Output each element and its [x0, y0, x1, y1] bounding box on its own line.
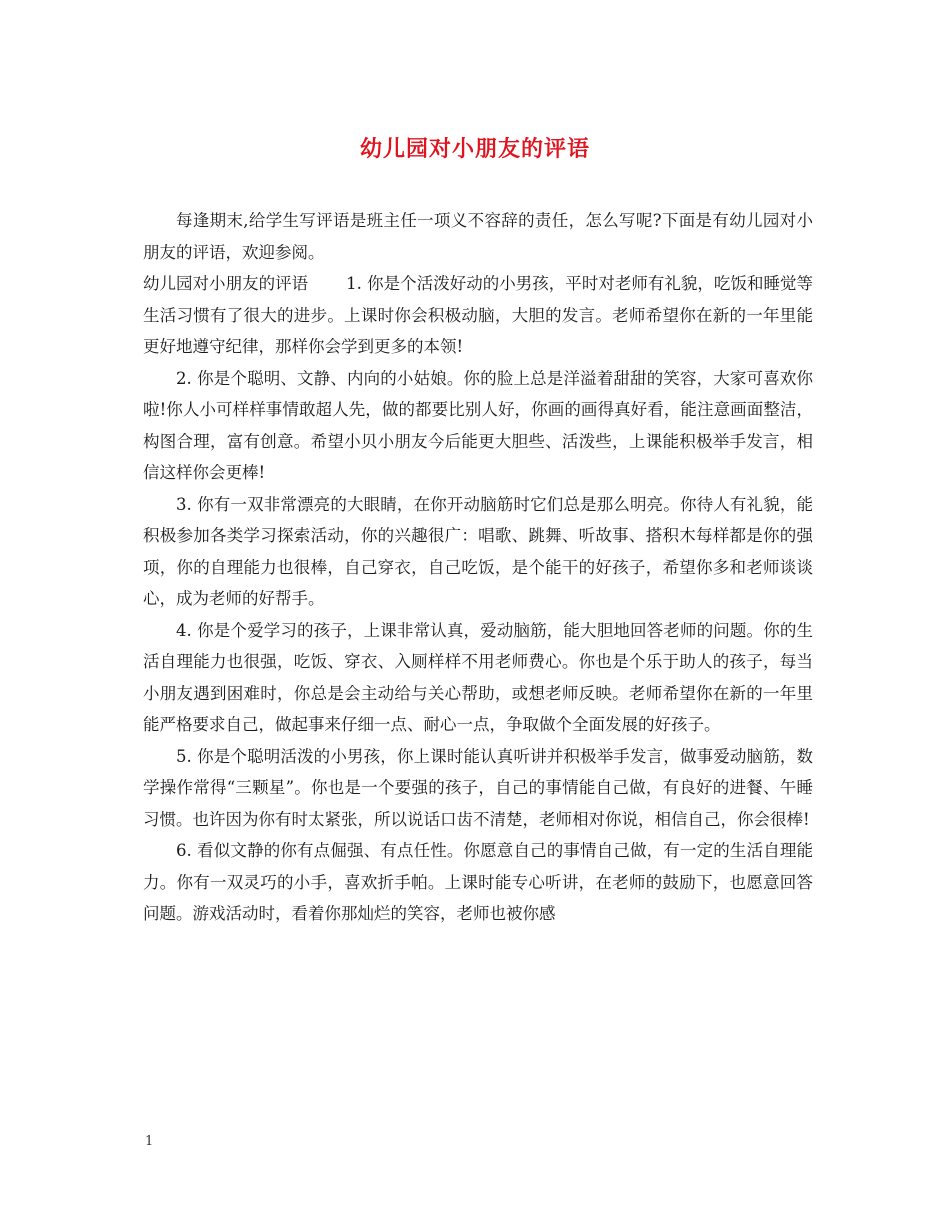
- page-number: 1: [145, 1134, 154, 1149]
- comment-paragraph-5: 5. 你是个聪明活泼的小男孩，你上课时能认真听讲并积极举手发言，做事爱动脑筋，数学操作常得“三颗星”。你也是一个要强的孩子，自己的事情能自己做，有良好的进餐、午睡习惯。也许因为你有时太紧张，所以说话口齿不清楚，老师相对你说，相信自己，你会很棒!: [143, 746, 813, 829]
- comment-text-1: 1. 你是个活泼好动的小男孩，平时对老师有礼貌，吃饭和睡觉等生活习惯有了很大的进步。上课时你会积极动脑，大胆的发言。老师希望你在新的一年里能更好地遵守纪律，那样你会学到更多的本领!: [143, 274, 813, 356]
- section-label: 幼儿园对小朋友的评语: [143, 274, 309, 293]
- document-body: [143, 205, 813, 930]
- document-title: 幼儿园对小朋友的评语: [359, 136, 590, 162]
- comment-paragraph-3: 3. 你有一双非常漂亮的大眼睛，在你开动脑筋时它们总是那么明亮。你待人有礼貌，能积极参加各类学习探索活动，你的兴趣很广：唱歌、跳舞、听故事、搭积木每样都是你的强项，你的自理能力也很棒，自己穿衣，自己吃饭，是个能干的好孩子，希望你多和老师谈谈心，成为老师的好帮手。: [143, 494, 813, 608]
- comment-paragraph-4: 4. 你是个爱学习的孩子，上课非常认真，爱动脑筋，能大胆地回答老师的问题。你的生活自理能力也很强，吃饭、穿衣、入厕样样不用老师费心。你也是个乐于助人的孩子，每当小朋友遇到困难时，你总是会主动给与关心帮助，或想老师反映。老师希望你在新的一年里能严格要求自己，做起事来仔细一点、耐心一点，争取做个全面发展的好孩子。: [143, 620, 813, 734]
- comment-paragraph-2: 2. 你是个聪明、文静、内向的小姑娘。你的脸上总是洋溢着甜甜的笑容，大家可喜欢你啦!你人小可样样事情敢超人先，做的都要比别人好，你画的画得真好看，能注意画面整洁，构图合理，富有创意。希望小贝小朋友今后能更大胆些、活泼些，上课能积极举手发言，相信这样你会更棒!: [143, 368, 813, 482]
- comment-paragraph-1: [143, 268, 813, 363]
- intro-paragraph: 每逢期末,给学生写评语是班主任一项义不容辞的责任，怎么写呢?下面是有幼儿园对小朋友的评语，欢迎参阅。: [143, 211, 813, 262]
- comment-paragraph-6: 6. 看似文静的你有点倔强、有点任性。你愿意自己的事情自己做，有一定的生活自理能力。你有一双灵巧的小手，喜欢折手帕。上课时能专心听讲，在老师的鼓励下，也愿意回答问题。游戏活动时，看着你那灿烂的笑容，老师也被你感: [143, 841, 813, 923]
